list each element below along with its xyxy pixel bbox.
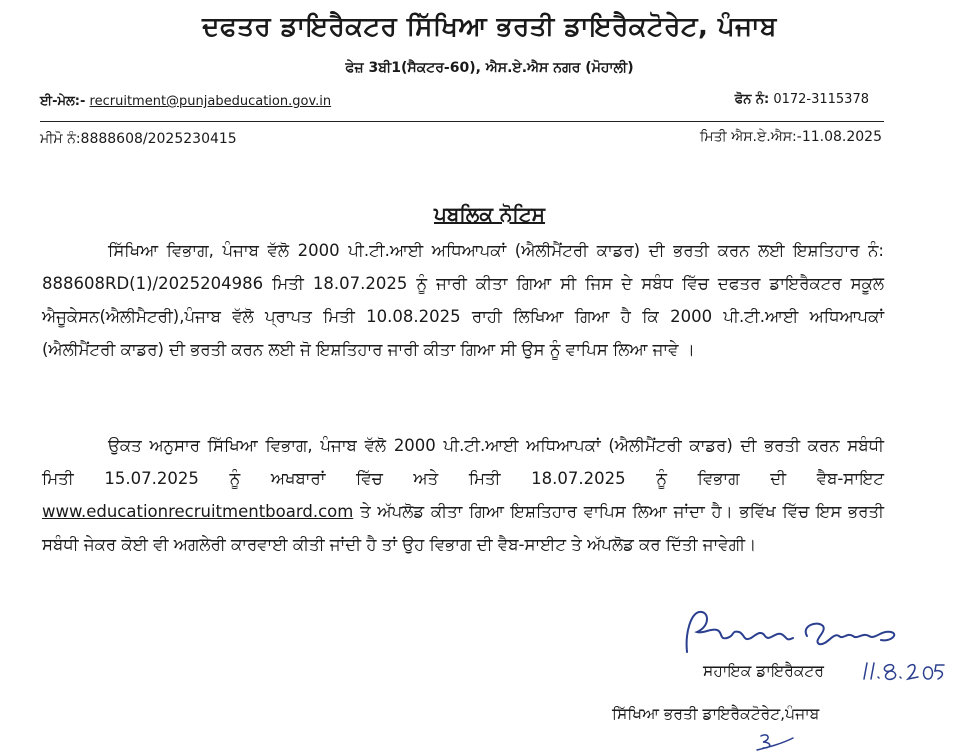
header-divider xyxy=(40,121,884,122)
signatory-designation: ਸਹਾਇਕ ਡਾਇਰੈਕਟਰ xyxy=(703,662,824,680)
handwritten-signature xyxy=(677,602,907,662)
paragraph-2-text-end: ਤੇ ਅੱਪਲੋਡ ਕੀਤਾ ਗਿਆ ਇਸ਼ਤਿਹਾਰ ਵਾਪਿਸ ਲਿਆ ਜਾਂਦਾ ਹੈ। ਭਵਿੱਖ ਵਿੱਚ ਇਸ ਭਰਤੀ ਸਬੰਧੀ ਜੇਕਰ ਕੋਈ ਵੀ ਅਗਲੇਰੀ ਕਾਰਵਾਈ ਕੀਤੀ ਜਾਂਦੀ ਹੈ ਤਾਂ ਉਹ ਵਿਭਾਗ ਦੀ ਵੈਬ-ਸਾਈਟ ਤੇ ਅੱਪਲੋਡ ਕਰ ਦਿੱਤੀ ਜਾਵੇਗੀ। xyxy=(42,502,884,554)
phone-line xyxy=(735,92,869,107)
email-label: ਈ-ਮੇਲ:- xyxy=(40,94,86,109)
office-address: ਫੇਜ਼ 3ਬੀ1(ਸੈਕਟਰ-60), ਐਸ.ਏ.ਐਸ ਨਗਰ (ਮੋਹਾਲੀ) xyxy=(345,60,634,76)
email-line xyxy=(40,94,331,109)
notice-heading-text: ਪਬਲਿਕ ਨੋਟਿਸ xyxy=(433,202,546,226)
notice-paragraph-1: ਸਿੱਖਿਆ ਵਿਭਾਗ, ਪੰਜਾਬ ਵੱਲੋ 2000 ਪੀ.ਟੀ.ਆਈ ਅਧਿਆਪਕਾਂ (ਐਲੀਮੈਂਟਰੀ ਕਾਡਰ) ਦੀ ਭਰਤੀ ਕਰਨ ਲਈ ਇਸ਼ਤਿਹਾਰ ਨੰ: 888608RD(1)/2025204986 ਮਿਤੀ 18.07.2025 ਨੂੰ ਜਾਰੀ ਕੀਤਾ ਗਿਆ ਸੀ ਜਿਸ ਦੇ ਸਬੰਧ ਵਿੱਚ ਦਫਤਰ ਡਾਇਰੈਕਟਰ ਸਕੂਲ ਐਜੂਕੇਸਨ(ਐਲੀਮੈਟਰੀ),ਪੰਜਾਬ ਵੱਲੋ ਪ੍ਰਾਪਤ ਮਿਤੀ 10.08.2025 ਰਾਹੀ ਲਿਖਿਆ ਗਿਆ ਹੈ ਕਿ 2000 ਪੀ.ਟੀ.ਆਈ ਅਧਿਆਪਕਾਂ (ਐਲੀਮੈਂਟਰੀ ਕਾਡਰ) ਦੀ ਭਰਤੀ ਕਰਨ ਲਈ ਜੋ ਇਸ਼ਤਿਹਾਰ ਜਾਰੀ ਕੀਤਾ ਗਿਆ ਸੀ ਉਸ ਨੂੰ ਵਾਪਿਸ ਲਿਆ ਜਾਵੇ । xyxy=(42,241,884,359)
paragraph-2-text-start: ਉਕਤ ਅਨੁਸਾਰ ਸਿੱਖਿਆ ਵਿਭਾਗ, ਪੰਜਾਬ ਵੱਲੋ 2000 ਪੀ.ਟੀ.ਆਈ ਅਧਿਆਪਕਾਂ (ਐਲੀਮੈਂਟਰੀ ਕਾਡਰ) ਦੀ ਭਰਤੀ ਕਰਨ ਸਬੰਧੀ ਮਿਤੀ 15.07.2025 ਨੂੰ ਅਖਬਾਰਾਂ ਵਿੱਚ ਅਤੇ ਮਿਤੀ 18.07.2025 ਨੂੰ ਵਿਭਾਗ ਦੀ ਵੈਬ-ਸਾਇਟ xyxy=(42,436,884,488)
website-link[interactable]: www.educationrecruitmentboard.com xyxy=(42,502,354,521)
phone-label: ਫੋਨ ਨੰ: xyxy=(734,92,770,107)
office-title: ਦਫਤਰ ਡਾਇਰੈਕਟਰ ਸਿੱਖਿਆ ਭਰਤੀ ਡਾਇਰੈਕਟੋਰੇਟ, ਪੰਜਾਬ xyxy=(202,12,777,42)
email-link[interactable]: recruitment@punjabeducation.gov.in xyxy=(89,94,332,109)
handwritten-date xyxy=(858,657,950,685)
notice-paragraph-2 xyxy=(42,429,884,561)
notice-heading xyxy=(0,202,979,226)
issue-date: ਮਿਤੀ ਐਸ.ਏ.ਐਸ:-11.08.2025 xyxy=(699,129,882,145)
phone-number: 0172-3115378 xyxy=(773,92,869,107)
handwritten-initial xyxy=(755,730,795,752)
memo-number: ਮੀਮੋ ਨੰ:8888608/2025230415 xyxy=(40,131,237,147)
directorate-name: ਸਿੱਖਿਆ ਭਰਤੀ ਡਾਇਰੈਕਟੋਰੇਟ,ਪੰਜਾਬ xyxy=(612,705,820,723)
